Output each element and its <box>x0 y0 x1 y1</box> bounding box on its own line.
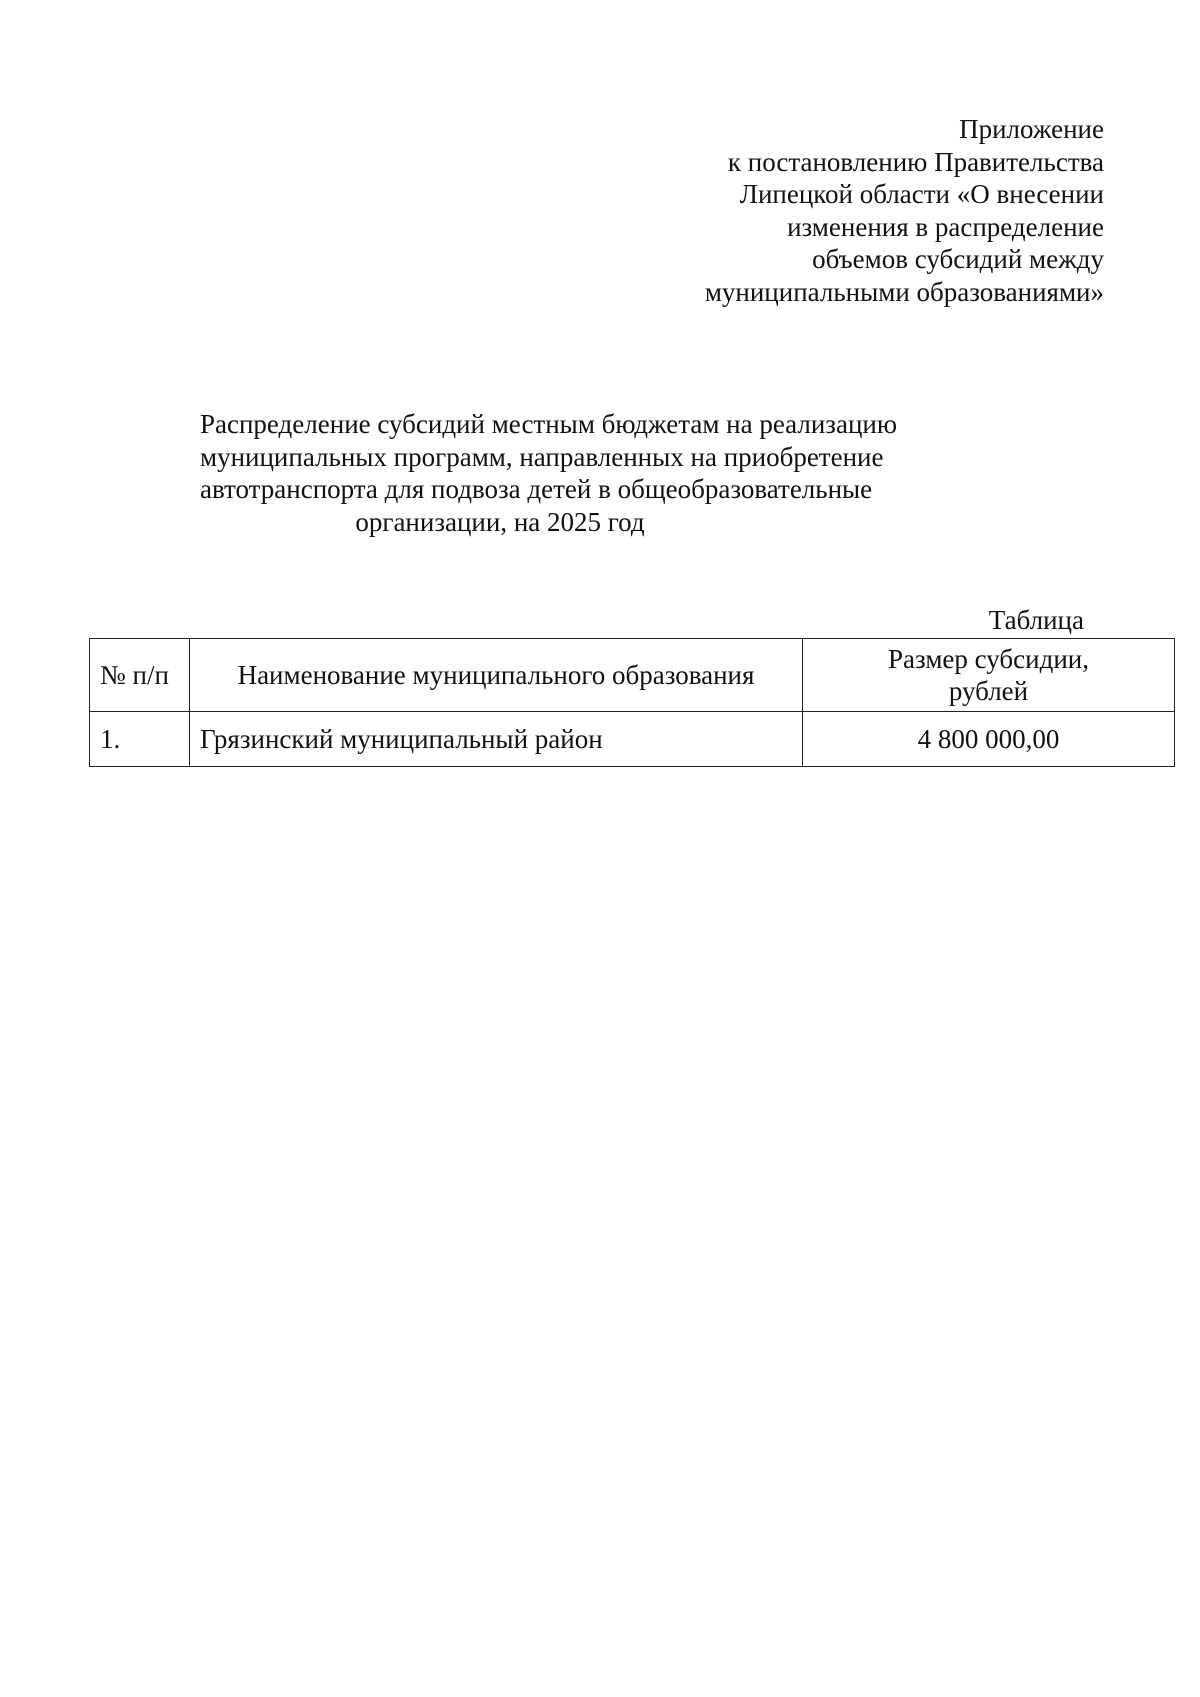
cell-amount: 4 800 000,00 <box>803 712 1175 767</box>
table-header-row <box>90 639 1175 712</box>
title-line: муниципальных программ, направленных на приобретение <box>200 441 884 472</box>
appendix-line: Приложение <box>959 114 1104 144</box>
header-amount-line: рублей <box>948 676 1029 706</box>
document-title <box>200 408 898 538</box>
appendix-line: Липецкой области «О внесении <box>739 179 1104 209</box>
table-row <box>90 712 1175 767</box>
title-line: автотранспорта для подвоза детей в общеобразовательные <box>200 474 873 504</box>
appendix-line: изменения в распределение <box>787 211 1104 242</box>
appendix-line: муниципальными образованиями» <box>704 276 1104 307</box>
appendix-line: объемов субсидий между <box>812 244 1104 274</box>
subsidy-table <box>89 638 1175 767</box>
cell-municipality: Грязинский муниципальный район <box>190 712 803 767</box>
title-line: Распределение субсидий местным бюджетам на реализацию <box>200 409 898 439</box>
header-amount <box>803 639 1175 712</box>
header-amount-line: Размер субсидии, <box>888 644 1089 674</box>
cell-number: 1. <box>90 712 190 767</box>
header-number: № п/п <box>90 639 190 712</box>
appendix-line: к постановлению Правительства <box>727 146 1104 177</box>
table-caption: Таблица <box>988 605 1084 635</box>
appendix-block <box>705 113 1104 308</box>
header-municipality: Наименование муниципального образования <box>190 639 803 712</box>
title-line: организации, на 2025 год <box>355 506 645 537</box>
